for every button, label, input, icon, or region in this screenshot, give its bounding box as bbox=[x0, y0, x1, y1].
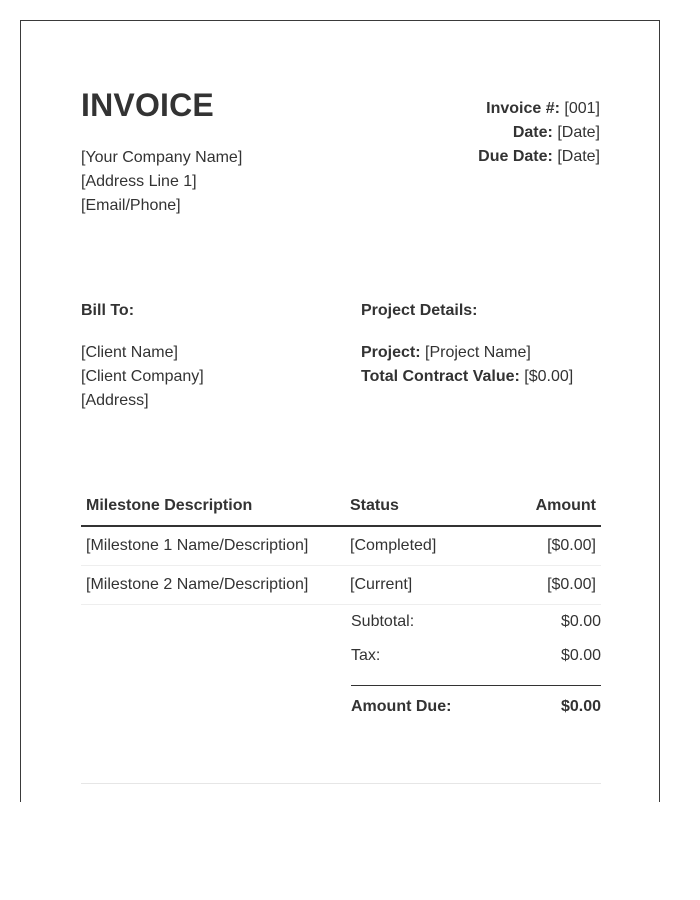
contract-value-line bbox=[361, 365, 621, 389]
milestone-description: [Milestone 1 Name/Description] bbox=[81, 526, 345, 566]
header-amount: Amount bbox=[491, 487, 601, 526]
table-row bbox=[81, 566, 601, 605]
client-address: [Address] bbox=[81, 392, 149, 409]
project-label: Project: bbox=[361, 344, 421, 361]
milestone-table bbox=[81, 487, 601, 605]
due-date-line bbox=[478, 145, 600, 169]
due-date-label: Due Date: bbox=[478, 148, 553, 165]
invoice-page bbox=[20, 20, 660, 802]
header-status: Status bbox=[345, 487, 491, 526]
client-name: [Client Name] bbox=[81, 344, 178, 361]
invoice-date-value: [Date] bbox=[557, 124, 600, 141]
amount-due-label: Amount Due: bbox=[351, 698, 452, 715]
tax-row bbox=[351, 643, 601, 677]
table-header-row bbox=[81, 487, 601, 526]
invoice-meta bbox=[478, 97, 600, 169]
tax-label: Tax: bbox=[351, 647, 381, 664]
project-line bbox=[361, 341, 621, 365]
milestone-amount: [$0.00] bbox=[491, 566, 601, 605]
client-company: [Client Company] bbox=[81, 368, 204, 385]
invoice-date-label: Date: bbox=[512, 124, 553, 141]
subtotal-row bbox=[351, 609, 601, 643]
company-contact: [Email/Phone] bbox=[81, 197, 181, 214]
invoice-number-value: [001] bbox=[564, 100, 600, 117]
footer-divider bbox=[81, 783, 601, 784]
milestone-description: [Milestone 2 Name/Description] bbox=[81, 566, 345, 605]
subtotal-value: $0.00 bbox=[560, 613, 601, 630]
amount-due-value: $0.00 bbox=[560, 698, 601, 715]
bill-to-heading: Bill To: bbox=[81, 302, 135, 319]
totals-section bbox=[351, 609, 601, 728]
bill-to-section bbox=[81, 301, 341, 413]
subtotal-label: Subtotal: bbox=[351, 613, 415, 630]
amount-due-row bbox=[351, 685, 601, 728]
tax-value: $0.00 bbox=[560, 647, 601, 664]
company-address: [Address Line 1] bbox=[81, 173, 197, 190]
bill-to-details bbox=[81, 341, 341, 413]
project-value: [Project Name] bbox=[425, 344, 531, 361]
invoice-number-line bbox=[478, 97, 600, 121]
due-date-value: [Date] bbox=[557, 148, 600, 165]
milestone-status: [Current] bbox=[345, 566, 491, 605]
invoice-title: INVOICE bbox=[81, 87, 214, 123]
header-description: Milestone Description bbox=[81, 487, 345, 526]
project-details-section bbox=[361, 301, 621, 389]
contract-value-label: Total Contract Value: bbox=[361, 368, 520, 385]
table-row bbox=[81, 526, 601, 566]
company-info bbox=[81, 146, 242, 218]
milestone-amount: [$0.00] bbox=[491, 526, 601, 566]
contract-value: [$0.00] bbox=[524, 368, 574, 385]
company-name: [Your Company Name] bbox=[81, 149, 243, 166]
milestone-status: [Completed] bbox=[345, 526, 491, 566]
project-details-heading: Project Details: bbox=[361, 302, 478, 319]
invoice-number-label: Invoice #: bbox=[486, 100, 560, 117]
invoice-date-line bbox=[478, 121, 600, 145]
project-details bbox=[361, 341, 621, 389]
